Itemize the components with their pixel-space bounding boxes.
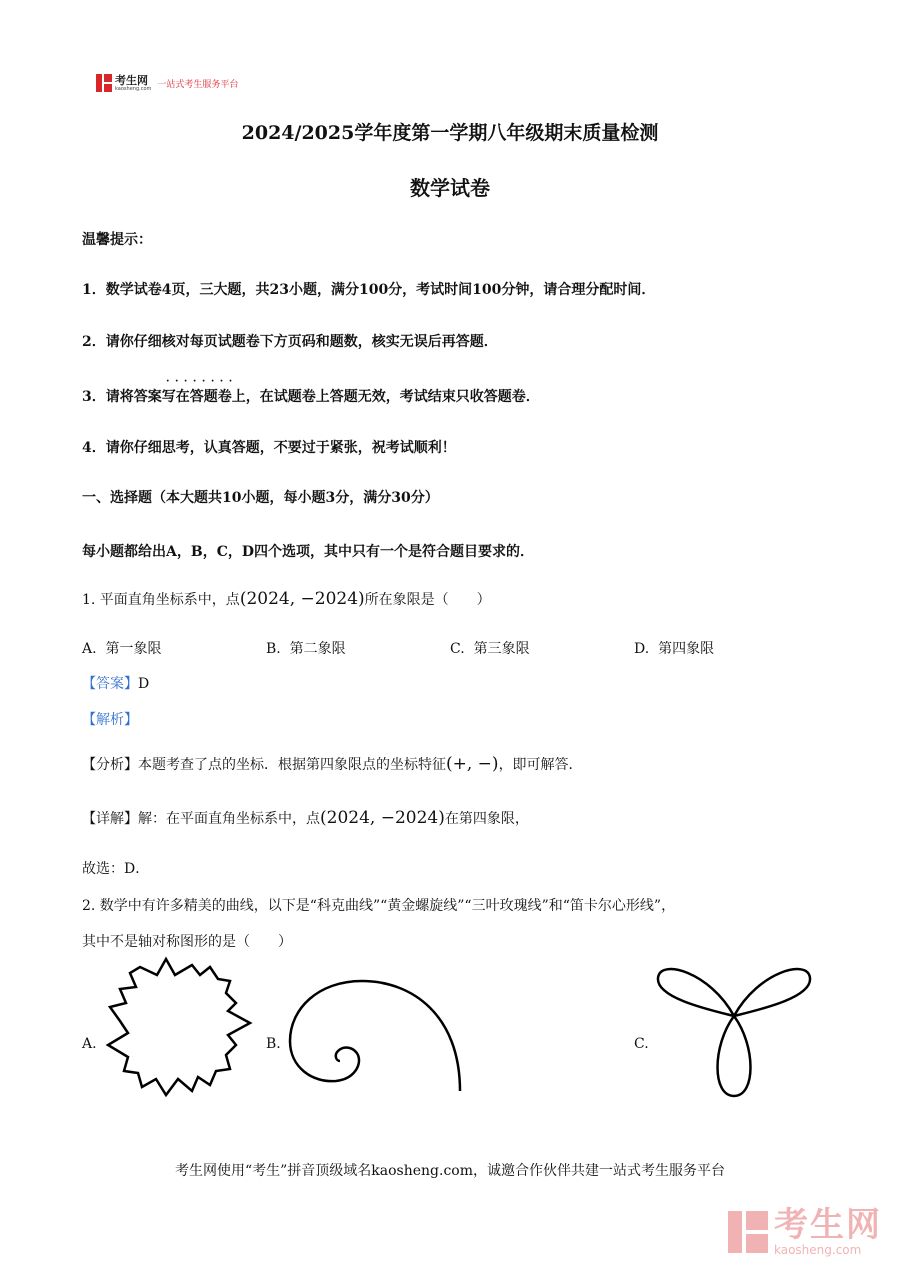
q1-suffix: 所在象限是（ ）: [364, 592, 491, 608]
tip-item-4: 4．请你仔细思考，认真答题，不要过于紧张，祝考试顺利！: [82, 440, 456, 456]
tip-item-2: 2．请你仔细核对每页试题卷下方页码和题数，核实无误后再答题．: [82, 334, 498, 350]
section-title: 一、选择题（本大题共10小题，每小题3分，满分30分）: [82, 490, 439, 506]
exam-title: 2024/2025学年度第一学期八年级期末质量检测: [241, 122, 659, 144]
header-logo: [96, 73, 238, 93]
logo-name: 考生网: [115, 73, 148, 87]
option-c: C. 第三象限: [450, 641, 530, 657]
q1-answer: [82, 673, 149, 693]
q1-conclusion: 故选：D．: [82, 861, 150, 877]
golden-spiral-figure: [282, 975, 467, 1095]
figure-label-b: B.: [266, 1036, 281, 1052]
koch-curve-figure: [100, 955, 265, 1100]
question-2-line2: 其中不是轴对称图形的是（ ）: [82, 934, 292, 950]
three-leaf-rose-figure: [650, 958, 818, 1100]
answer-tag: 【答案】: [82, 676, 138, 692]
tips-heading: 温馨提示：: [82, 232, 152, 248]
option-b: B. 第二象限: [266, 641, 346, 657]
logo-icon: [96, 74, 112, 92]
answer-value: D: [138, 676, 150, 692]
figure-label-a: A.: [82, 1036, 97, 1052]
q1-point: (2024, −2024): [239, 589, 365, 609]
question-1: [82, 589, 491, 609]
q1-analysis-tag: 【解析】: [82, 712, 138, 728]
watermark-domain: kaosheng.com: [774, 1243, 862, 1257]
tip-item-3: · · · 3．请将答案写在答题卷上，在试题卷上答题无效，考试结束只收答题卷．: [82, 386, 900, 406]
watermark-name: 考生网: [774, 1205, 882, 1245]
question-2-line1: 2. 数学中有许多精美的曲线，以下是“科克曲线”“黄金螺旋线”“三叶玫瑰线”和“笛卡尔心形线”，: [82, 898, 676, 914]
figure-label-c: C.: [634, 1036, 649, 1052]
logo-domain: kaosheng.com: [115, 85, 152, 92]
tip-item-1: 1．数学试卷4页，三大题，共23小题，满分100分，考试时间100分钟，请合理分配时间．: [82, 282, 656, 298]
section-requirement: 每小题都给出A，B，C，D四个选项，其中只有一个是符合题目要求的．: [82, 544, 534, 560]
logo-slogan: 一站式考生服务平台: [157, 79, 239, 90]
watermark: [728, 1205, 882, 1257]
paper-title: 数学试卷: [410, 176, 490, 200]
page-footer: 考生网使用“考生”拼音顶级域名kaosheng.com，诚邀合作伙伴共建一站式考生服务平台: [174, 1163, 726, 1179]
q1-fenxi: 【分析】本题考查了点的坐标．根据第四象限点的坐标特征(+, −)，即可解答．: [82, 754, 583, 774]
watermark-logo-icon: [728, 1211, 768, 1253]
q1-prefix: 1. 平面直角坐标系中，点: [82, 592, 240, 608]
option-a: A. 第一象限: [82, 641, 162, 657]
option-d: D. 第四象限: [634, 641, 715, 657]
q1-detail: 【详解】解：在平面直角坐标系中，点(2024, −2024)在第四象限，: [82, 808, 529, 828]
